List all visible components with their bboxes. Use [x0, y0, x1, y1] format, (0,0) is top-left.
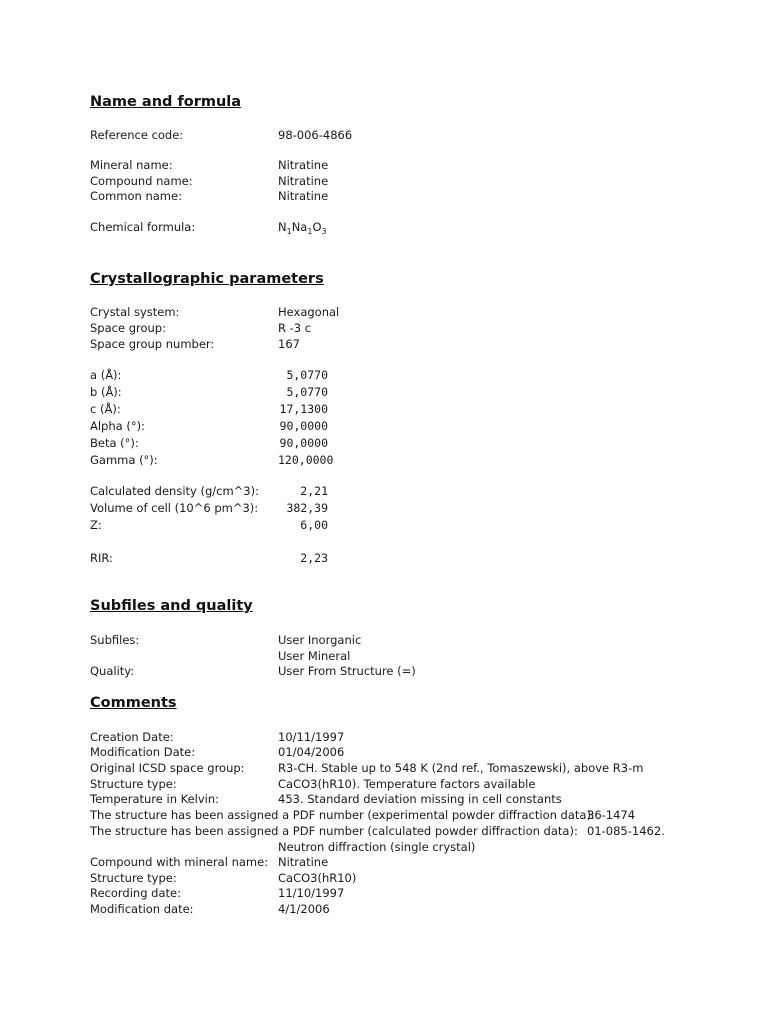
- neutron-row: [90, 839, 710, 855]
- heading-subfiles-and-quality: Subfiles and quality: [90, 598, 253, 614]
- quality-label: Quality:: [90, 664, 135, 678]
- compound-mineral-row: [90, 854, 710, 870]
- temperature-label: Temperature in Kelvin:: [90, 792, 220, 806]
- compound-mineral-label: Compound with mineral name:: [90, 855, 269, 869]
- creation-date-label: Creation Date:: [90, 730, 174, 744]
- beta-value: 90,0000: [279, 436, 328, 450]
- pdf-experimental-row: [90, 807, 710, 823]
- subfile-mineral: User Mineral: [278, 649, 351, 663]
- creation-date-row: [90, 729, 710, 745]
- space-group-label: Space group:: [90, 321, 166, 335]
- heading-crystallographic-parameters: Crystallographic parameters: [90, 271, 324, 287]
- subfile-inorganic: User Inorganic: [278, 633, 362, 647]
- common-name-row: [90, 188, 710, 204]
- pdf-experimental-label: The structure has been assigned a PDF number (experimental powder diffraction data):: [90, 808, 595, 822]
- rir-row: [90, 550, 710, 566]
- formula-element-o: O: [312, 220, 322, 234]
- formula-element-na: Na: [291, 220, 308, 234]
- formula-count-n: 1: [286, 227, 292, 236]
- z-value: 6,00: [300, 518, 328, 532]
- cell-c-row: [90, 401, 710, 417]
- recording-date-value: 11/10/1997: [278, 886, 345, 900]
- common-name-value: Nitratine: [278, 189, 329, 203]
- heading-comments: Comments: [90, 695, 177, 711]
- modification-date-row: [90, 744, 710, 760]
- cell-a-row: [90, 367, 710, 383]
- chemical-formula-value: [278, 219, 327, 235]
- space-group-number-value: 167: [278, 337, 300, 351]
- heading-name-and-formula: Name and formula: [90, 94, 242, 110]
- pdf-calculated-label: The structure has been assigned a PDF number (calculated powder diffraction data):: [90, 824, 578, 838]
- chemical-formula-row: [90, 219, 710, 235]
- space-group-number-row: [90, 336, 710, 352]
- neutron-diffraction-note: Neutron diffraction (single crystal): [278, 840, 476, 854]
- cell-a-value: 5,0770: [286, 368, 328, 382]
- structure-type-label: Structure type:: [90, 777, 177, 791]
- pdf-calculated-value: 01-085-1462.: [587, 824, 665, 838]
- reference-code-row: [90, 127, 710, 143]
- volume-label: Volume of cell (10^6 pm^3):: [90, 501, 259, 515]
- temperature-value: 453. Standard deviation missing in cell constants: [278, 792, 562, 806]
- mineral-name-value: Nitratine: [278, 158, 329, 172]
- quality-row: [90, 663, 710, 679]
- chemical-formula-label: Chemical formula:: [90, 220, 196, 234]
- modification-date-value: 01/04/2006: [278, 745, 345, 759]
- formula-count-na: 1: [307, 227, 313, 236]
- modification-date-2-value: 4/1/2006: [278, 902, 330, 916]
- subfiles-label: Subfiles:: [90, 633, 140, 647]
- density-label: Calculated density (g/cm^3):: [90, 484, 259, 498]
- mineral-name-label: Mineral name:: [90, 158, 173, 172]
- gamma-label: Gamma (°):: [90, 453, 158, 467]
- common-name-label: Common name:: [90, 189, 182, 203]
- mineral-name-row: [90, 157, 710, 173]
- compound-mineral-value: Nitratine: [278, 855, 329, 869]
- z-row: [90, 517, 710, 533]
- structure-type-2-value: CaCO3(hR10): [278, 871, 357, 885]
- pdf-calculated-row: [90, 823, 710, 839]
- original-icsd-row: [90, 760, 710, 776]
- reference-code-value: 98-006-4866: [278, 128, 353, 142]
- original-icsd-label: Original ICSD space group:: [90, 761, 245, 775]
- space-group-value: R -3 c: [278, 321, 312, 335]
- cell-c-label: c (Å):: [90, 402, 121, 416]
- modification-date-label: Modification Date:: [90, 745, 196, 759]
- rir-value: 2,23: [300, 551, 328, 565]
- density-row: [90, 483, 710, 499]
- compound-name-value: Nitratine: [278, 174, 329, 188]
- z-label: Z:: [90, 518, 102, 532]
- crystal-system-row: [90, 304, 710, 320]
- structure-type-2-label: Structure type:: [90, 871, 177, 885]
- cell-b-row: [90, 384, 710, 400]
- modification-date-2-label: Modification date:: [90, 902, 194, 916]
- cell-b-value: 5,0770: [286, 385, 328, 399]
- rir-label: RIR:: [90, 551, 113, 565]
- original-icsd-value: R3-CH. Stable up to 548 K (2nd ref., Tomaszewski), above R3-m: [278, 761, 644, 775]
- modification-date-2-row: [90, 901, 710, 917]
- recording-date-label: Recording date:: [90, 886, 181, 900]
- beta-label: Beta (°):: [90, 436, 139, 450]
- formula-element-n: N: [278, 220, 287, 234]
- temperature-row: [90, 791, 710, 807]
- space-group-number-label: Space group number:: [90, 337, 215, 351]
- beta-row: [90, 435, 710, 451]
- pdf-experimental-value: 36-1474: [587, 808, 636, 822]
- cell-a-label: a (Å):: [90, 368, 122, 382]
- space-group-row: [90, 320, 710, 336]
- cell-b-label: b (Å):: [90, 385, 122, 399]
- recording-date-row: [90, 885, 710, 901]
- crystal-system-label: Crystal system:: [90, 305, 180, 319]
- compound-name-label: Compound name:: [90, 174, 193, 188]
- subfiles-row: [90, 632, 710, 648]
- alpha-row: [90, 418, 710, 434]
- volume-row: [90, 500, 710, 516]
- reference-code-label: Reference code:: [90, 128, 184, 142]
- crystal-system-value: Hexagonal: [278, 305, 340, 319]
- structure-type-row: [90, 776, 710, 792]
- volume-value: 382,39: [286, 501, 328, 515]
- formula-count-o: 3: [321, 227, 327, 236]
- structure-type-2-row: [90, 870, 710, 886]
- compound-name-row: [90, 173, 710, 189]
- subfiles-row-2: [90, 648, 710, 664]
- cell-c-value: 17,1300: [279, 402, 328, 416]
- gamma-value: 120,0000: [278, 453, 334, 467]
- density-value: 2,21: [300, 484, 328, 498]
- quality-value: User From Structure (=): [278, 664, 416, 678]
- gamma-row: [90, 452, 710, 468]
- structure-type-value: CaCO3(hR10). Temperature factors available: [278, 777, 536, 791]
- alpha-label: Alpha (°):: [90, 419, 145, 433]
- creation-date-value: 10/11/1997: [278, 730, 345, 744]
- alpha-value: 90,0000: [279, 419, 328, 433]
